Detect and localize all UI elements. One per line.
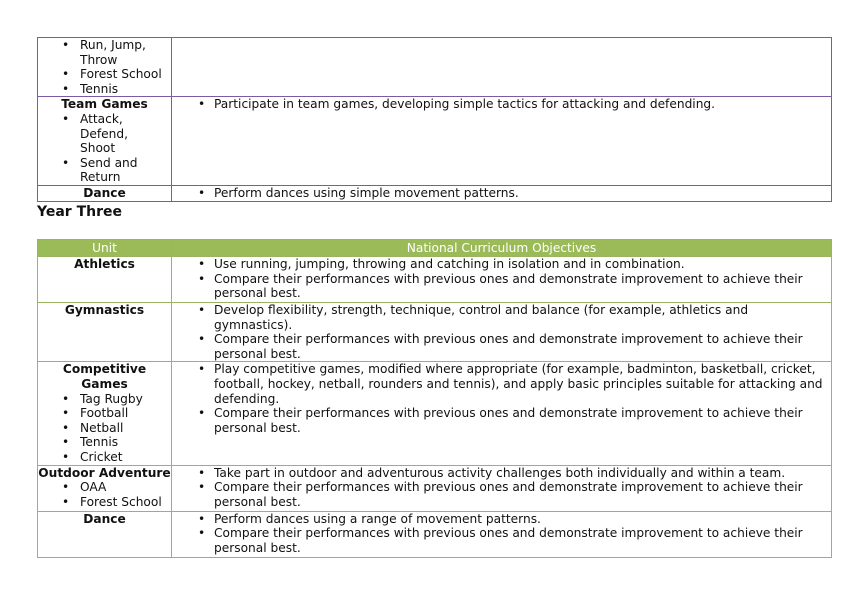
sub-item: • Cricket xyxy=(38,450,171,465)
objective-list xyxy=(172,186,831,201)
objective-item: • Play competitive games, modified where appropriate (for example, badminton, basketball, cricket, football, hockey, netball, rounders and tennis), and apply basic principles suitable for attacking and defending. xyxy=(172,362,831,406)
objective-item: • Develop flexibility, strength, technique, control and balance (for example, athletics and gymnastics). xyxy=(172,303,831,332)
unit-title: Competitive Games xyxy=(62,362,147,391)
unit-cell xyxy=(38,303,172,362)
sub-item: • Tennis xyxy=(38,435,171,450)
objectives-cell xyxy=(172,257,832,303)
year-three-table xyxy=(37,239,832,558)
objective-item: • Use running, jumping, throwing and catching in isolation and in combination. xyxy=(172,257,831,272)
objectives-cell xyxy=(172,185,832,201)
sub-item: • Forest School xyxy=(38,495,171,510)
sub-item: • Run, Jump, Throw xyxy=(38,38,171,67)
objective-list xyxy=(172,512,831,556)
table-row xyxy=(38,511,832,557)
table-row xyxy=(38,465,832,511)
objective-item: • Take part in outdoor and adventurous activity challenges both individually and within a team. xyxy=(172,466,831,481)
sub-item-list xyxy=(38,392,171,465)
unit-title: Athletics xyxy=(74,257,135,271)
unit-column-header: Unit xyxy=(38,240,172,257)
table-row xyxy=(38,38,832,97)
continued-curriculum-table xyxy=(37,37,832,202)
unit-title: Outdoor Adventure xyxy=(38,465,171,480)
objectives-cell xyxy=(172,362,832,465)
sub-item: • Forest School xyxy=(38,67,171,82)
objectives-cell xyxy=(172,97,832,186)
unit-cell xyxy=(38,362,172,465)
unit-cell xyxy=(38,185,172,201)
unit-title: Team Games xyxy=(61,97,148,112)
objective-item: • Perform dances using simple movement patterns. xyxy=(172,186,831,201)
unit-cell xyxy=(38,511,172,557)
objective-item: • Compare their performances with previous ones and demonstrate improvement to achieve their personal best. xyxy=(172,272,831,301)
table-row xyxy=(38,97,832,186)
table-header-row xyxy=(38,240,832,257)
objective-list xyxy=(172,303,831,361)
objectives-cell xyxy=(172,38,832,97)
objectives-cell xyxy=(172,511,832,557)
objective-item: • Compare their performances with previous ones and demonstrate improvement to achieve their personal best. xyxy=(172,480,831,509)
unit-cell xyxy=(38,257,172,303)
unit-title: Dance xyxy=(83,511,126,526)
unit-cell xyxy=(38,465,172,511)
sub-item: • Tag Rugby xyxy=(38,392,171,407)
unit-cell xyxy=(38,97,172,186)
objective-list xyxy=(172,466,831,510)
objective-list xyxy=(172,97,831,112)
objective-list xyxy=(172,257,831,301)
unit-title: Gymnastics xyxy=(64,303,145,317)
unit-title: Dance xyxy=(83,185,126,200)
sub-item: • Attack, Defend, Shoot xyxy=(38,112,171,156)
objective-item: • Participate in team games, developing simple tactics for attacking and defending. xyxy=(172,97,831,112)
sub-item: • Tennis xyxy=(38,82,171,97)
sub-item: • OAA xyxy=(38,480,171,495)
objective-item: • Compare their performances with previous ones and demonstrate improvement to achieve their personal best. xyxy=(172,406,831,435)
sub-item-list xyxy=(38,112,171,185)
sub-item-list xyxy=(38,38,171,96)
objectives-cell xyxy=(172,303,832,362)
table-row xyxy=(38,362,832,465)
table-row xyxy=(38,185,832,201)
sub-item: • Netball xyxy=(38,421,171,436)
objective-item: • Compare their performances with previous ones and demonstrate improvement to achieve their personal best. xyxy=(172,526,831,555)
sub-item: • Football xyxy=(38,406,171,421)
sub-item-list xyxy=(38,480,171,509)
table-row xyxy=(38,257,832,303)
objectives-cell xyxy=(172,465,832,511)
objectives-column-header: National Curriculum Objectives xyxy=(172,240,832,257)
objective-item: • Perform dances using a range of movement patterns. xyxy=(172,512,831,527)
unit-cell xyxy=(38,38,172,97)
objective-item: • Compare their performances with previous ones and demonstrate improvement to achieve their personal best. xyxy=(172,332,831,361)
section-heading: Year Three xyxy=(37,204,122,220)
objective-list xyxy=(172,362,831,435)
sub-item: • Send and Return xyxy=(38,156,171,185)
table-row xyxy=(38,303,832,362)
